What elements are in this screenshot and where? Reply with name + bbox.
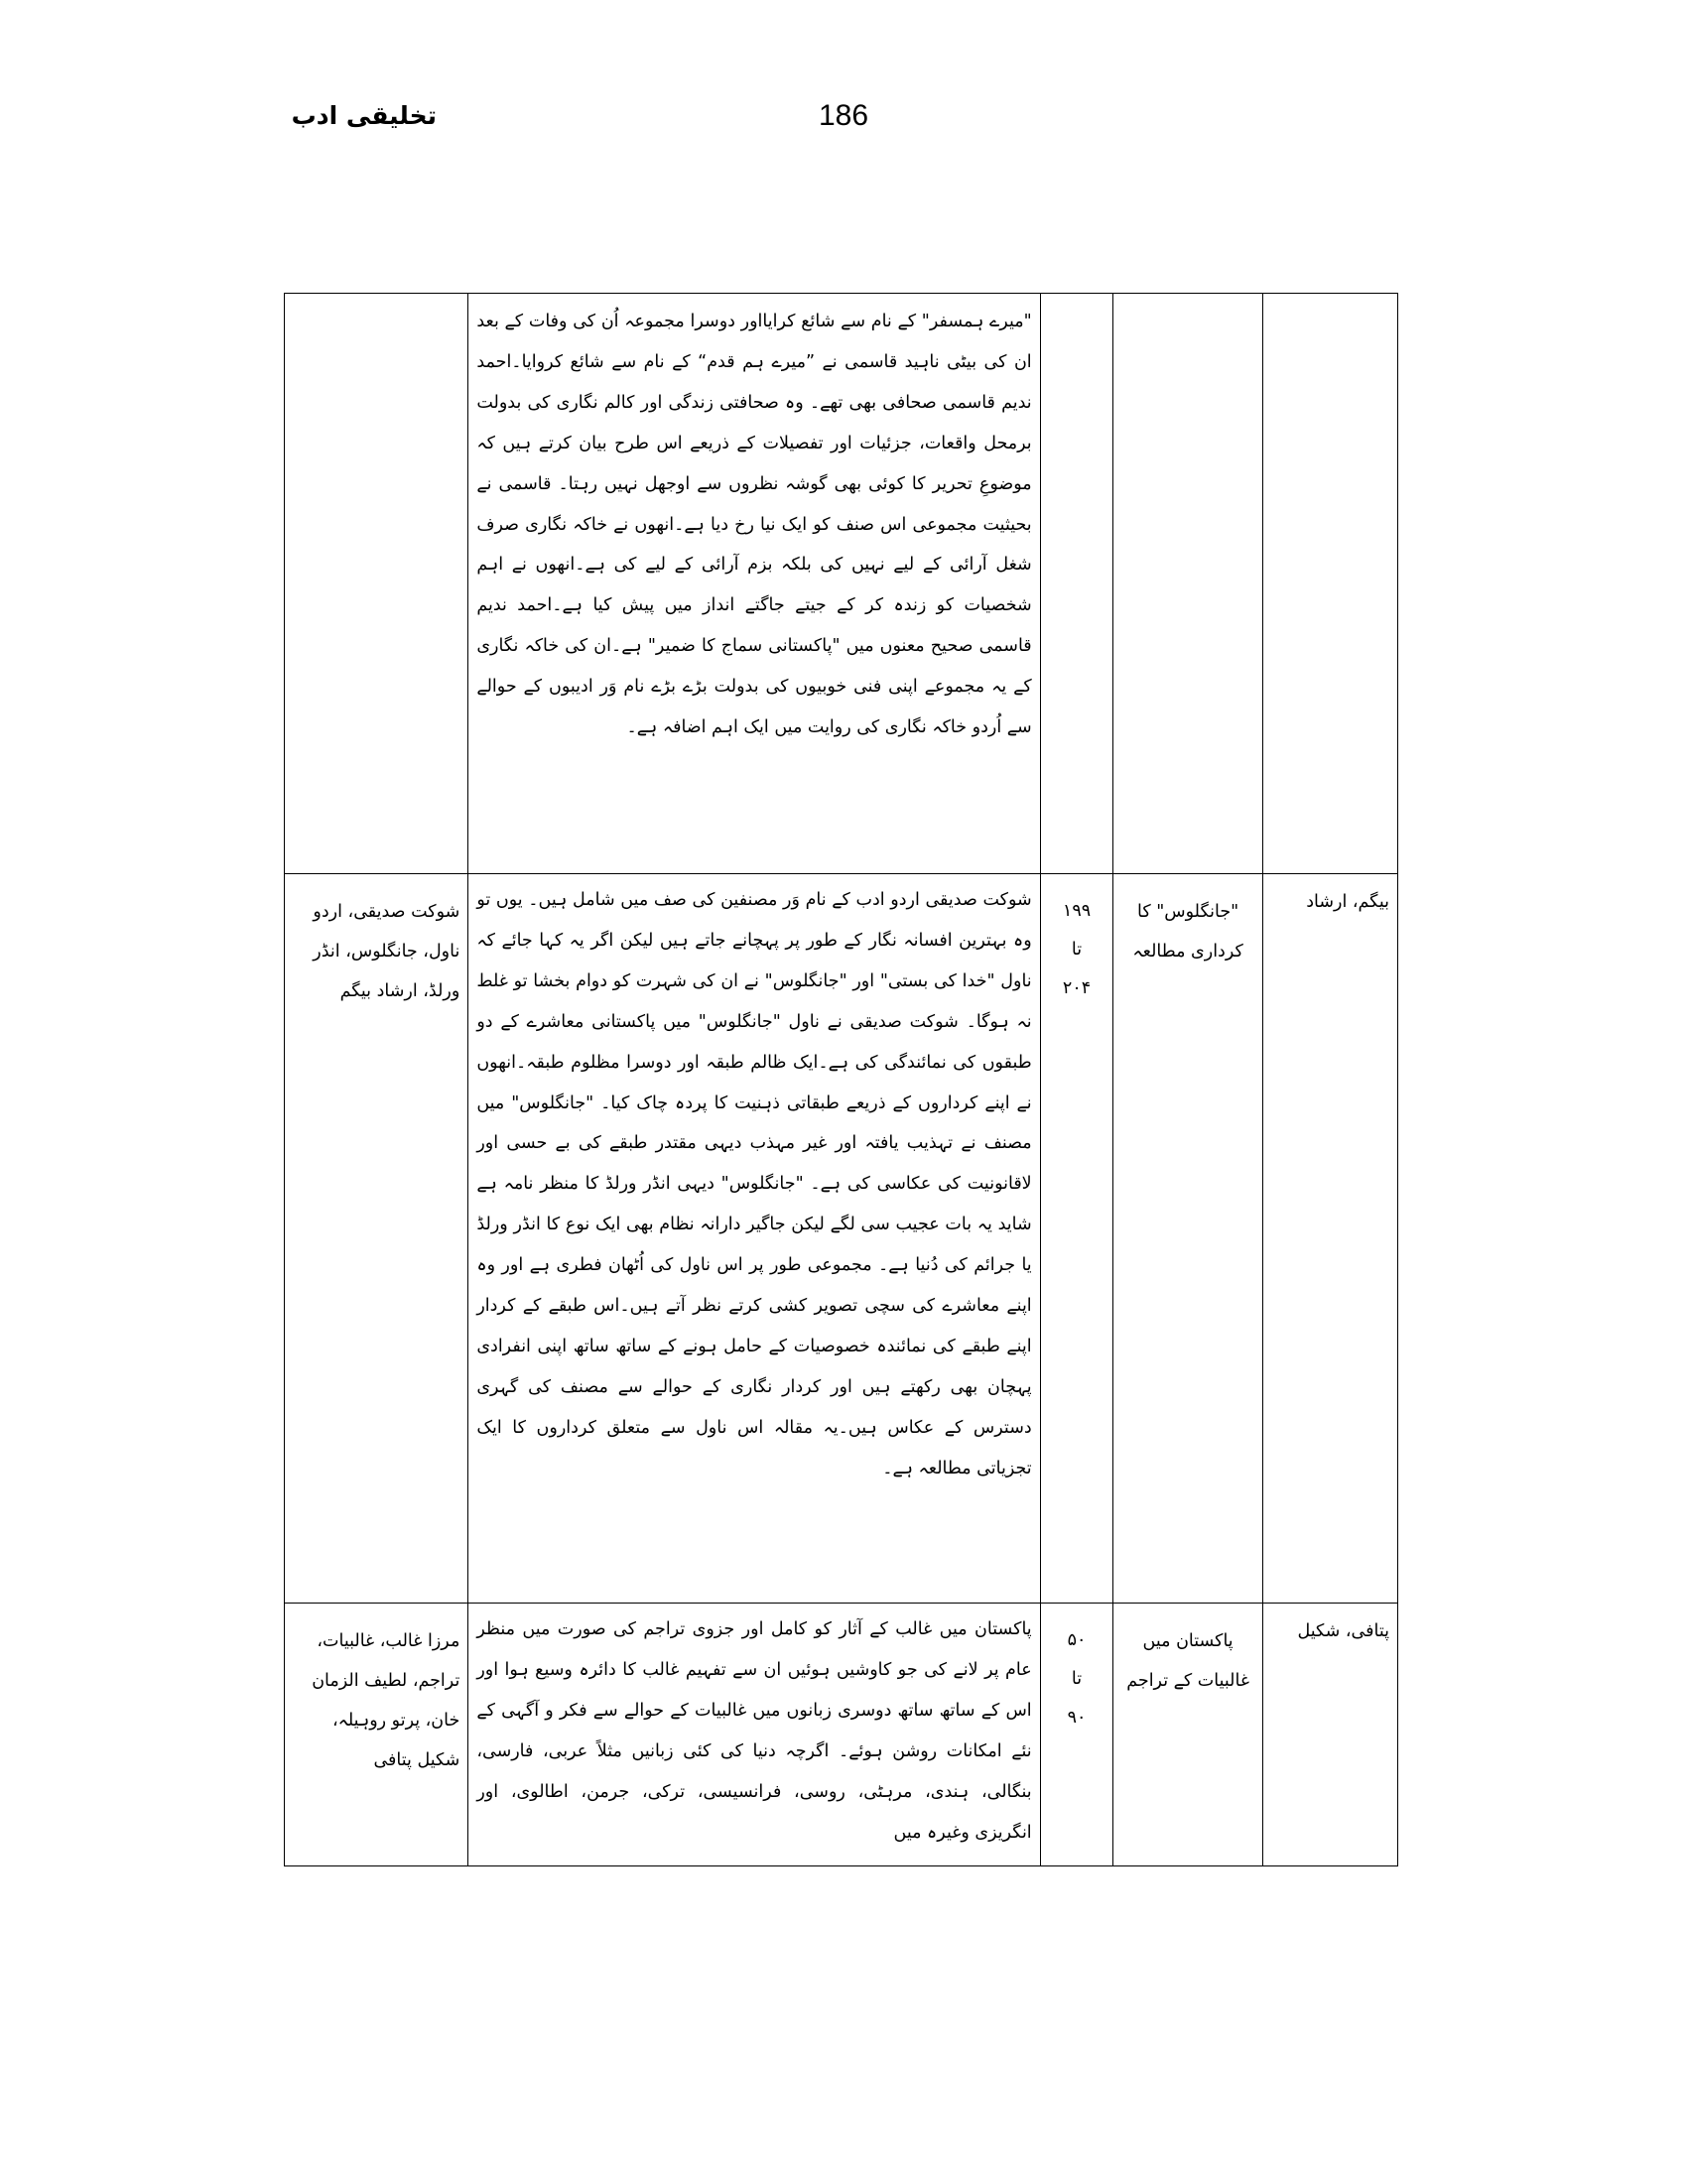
page-end: ۲۰۴ [1062,978,1092,998]
title-cell [1113,294,1262,874]
author-cell: پتافی، شکیل [1262,1604,1397,1866]
title-cell: "جانگلوس" کا کرداری مطالعہ [1113,874,1262,1604]
page-sep: تا [1071,1669,1083,1689]
table-row [285,1604,1398,1866]
keywords-cell: مرزا غالب، غالبیات، تراجم، لطیف الزمان خان، پرتو روہیلہ، شکیل پتافی [285,1604,468,1866]
journal-title: تخلیقی ادب [291,101,437,130]
bibliography-table [284,293,1398,1866]
summary-cell: "میرے ہمسفر" کے نام سے شائع کرایااور دوسرا مجموعہ اُن کی وفات کے بعد ان کی بیٹی ناہید قاسمی نے ”میرے ہم قدم“ کے نام سے شائع کروایا۔احمد ندیم قاسمی صحافی بھی تھے۔ وہ صحافتی زندگی اور کالم نگاری کی بدولت برمحل واقعات، جزئیات اور تفصیلات کے ذریعے اس طرح بیان کرتے ہیں کہ موضوعِ تحریر کا کوئی بھی گوشہ نظروں سے اوجھل نہیں رہتا۔ قاسمی نے بحیثیت مجموعی اس صنف کو ایک نیا رخ دیا ہے۔انھوں نے خاکہ نگاری صرف شغل آرائی کے لیے نہیں کی بلکہ بزم آرائی کے لیے کی ہے۔انھوں نے اہم شخصیات کو زندہ کر کے جیتے جاگتے انداز میں پیش کیا ہے۔احمد ندیم قاسمی صحیح معنوں میں "پاکستانی سماج کا ضمیر" ہے۔ان کی خاکہ نگاری کے یہ مجموعے اپنی فنی خوبیوں کی بدولت بڑے بڑے نام وَر ادیبوں کے حوالے سے اُردو خاکہ نگاری کی روایت میں ایک اہم اضافہ ہے۔ [468,294,1040,874]
keywords-cell: شوکت صدیقی، اردو ناول، جانگلوس، انڈر ورلڈ، ارشاد بیگم [285,874,468,1604]
pages-cell [1040,294,1113,874]
keywords-cell [285,294,468,874]
page-number: 186 [818,99,869,132]
page-end: ۹۰ [1067,1708,1087,1728]
author-cell: بیگم، ارشاد [1262,874,1397,1604]
author-cell [1262,294,1397,874]
page-start: ۱۹۹ [1062,901,1092,921]
page-sep: تا [1071,940,1083,960]
title-cell: پاکستان میں غالبیات کے تراجم [1113,1604,1262,1866]
pages-cell [1040,1604,1113,1866]
summary-cell: شوکت صدیقی اردو ادب کے نام وَر مصنفین کی صف میں شامل ہیں۔ یوں تو وہ بہترین افسانہ نگار کے طور پر پہچانے جاتے ہیں لیکن اگر یہ کہا جائے کہ ناول "خدا کی بستی" اور "جانگلوس" نے ان کی شہرت کو دوام بخشا تو غلط نہ ہوگا۔ شوکت صدیقی نے ناول "جانگلوس" میں پاکستانی معاشرے کے دو طبقوں کی نمائندگی کی ہے۔ایک ظالم طبقہ اور دوسرا مظلوم طبقہ۔انھوں نے اپنے کرداروں کے ذریعے طبقاتی ذہنیت کا پردہ چاک کیا۔ "جانگلوس" میں مصنف نے تہذیب یافتہ اور غیر مہذب دیہی مقتدر طبقے کی بے حسی اور لاقانونیت کی عکاسی کی ہے۔ "جانگلوس" دیہی انڈر ورلڈ کا منظر نامہ ہے شاید یہ بات عجیب سی لگے لیکن جاگیر دارانہ نظام بھی ایک نوع کا انڈر ورلڈ یا جرائم کی دُنیا ہے۔ مجموعی طور پر اس ناول کی اُٹھان فطری ہے اور وہ اپنے معاشرے کی سچی تصویر کشی کرتے نظر آتے ہیں۔اس طبقے کے کردار اپنے طبقے کی نمائندہ خصوصیات کے حامل ہونے کے ساتھ ساتھ اپنی انفرادی پہچان بھی رکھتے ہیں اور کردار نگاری کے حوالے سے مصنف کی گہری دسترس کے عکاس ہیں۔یہ مقالہ اس ناول سے متعلق کرداروں کا ایک تجزیاتی مطالعہ ہے۔ [468,874,1040,1604]
pages-cell [1040,874,1113,1604]
table-row [285,874,1398,1604]
table-row [285,294,1398,874]
summary-cell: پاکستان میں غالب کے آثار کو کامل اور جزوی تراجم کی صورت میں منظر عام پر لانے کی جو کاوشیں ہوئیں ان سے تفہیم غالب کا دائرہ وسیع ہوا اور اس کے ساتھ ساتھ دوسری زبانوں میں غالبیات کے حوالے سے فکر و آگہی کے نئے امکانات روشن ہوئے۔ اگرچہ دنیا کی کئی زبانیں مثلاً عربی، فارسی، بنگالی، ہندی، مرہٹی، روسی، فرانسیسی، ترکی، جرمن، اطالوی، اور انگریزی وغیرہ میں [468,1604,1040,1866]
page-start: ۵۰ [1067,1630,1087,1650]
